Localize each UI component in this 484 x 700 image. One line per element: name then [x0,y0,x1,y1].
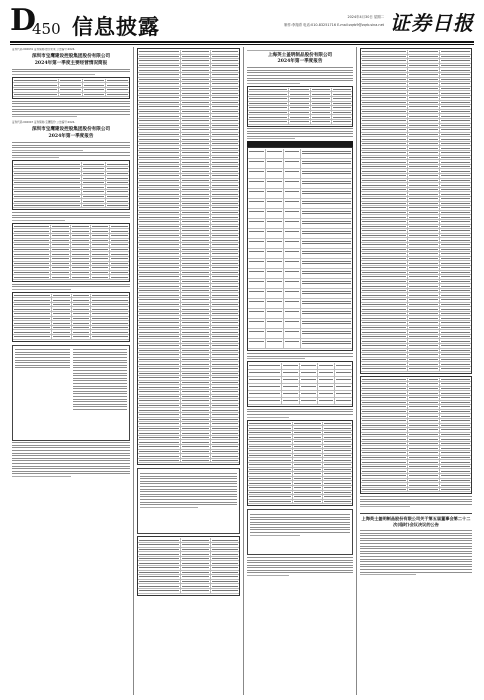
page-number: 450 [32,20,61,38]
page-letter: D [10,3,37,38]
data-table [137,536,240,595]
article-code-line: 证券代码:002047 证券简称:宝鹰股份 公告编号:2024- [12,121,76,125]
editor-contact: 制作:李翔青 电话:010-83251716 E-mail:zqrb9@zqrb.sina.net [283,23,384,27]
data-table [247,147,353,351]
section-title: 信息披露 [72,14,160,39]
article-header [247,53,353,66]
newspaper-logo: 证券日报 [390,11,474,35]
column-4 [360,48,472,694]
article-header [360,516,472,528]
data-table [360,48,472,374]
masthead-rule-bottom [10,44,474,45]
data-table [12,77,130,99]
masthead-rule-top [10,41,474,43]
data-table [360,376,472,495]
data-table [247,361,353,407]
text-box [12,345,130,441]
article-company: 上海英士盖明制品股份有限公司 [267,52,333,58]
column-divider [243,47,244,695]
article-company: 深圳市宝鹰建设控股集团股份有限公司 [31,127,111,133]
article-company: 深圳市宝鹰建设控股集团股份有限公司 [31,54,111,59]
article-title: 2024年第一季度主要经营情况简报 [34,60,108,66]
column-3 [247,48,353,694]
article-title: 2024年第一季度报告 [48,133,94,139]
article-title: 上海英士盖明制品股份有限公司关于第五届董事会第二十二次(临时)会议决议的公告 [361,516,471,528]
data-table [12,292,130,342]
column-1 [12,48,130,694]
text-box [247,509,353,555]
data-table [12,160,130,210]
article-header [12,127,130,140]
column-divider [133,47,134,695]
data-table [247,86,353,127]
column-divider [356,47,357,695]
column-2 [137,48,240,694]
issue-date: 2024年4月30日 星期二 [347,15,384,19]
article-code-line: 证券代码:002631 证券简称:德尔未来 公告编号:2024- [12,48,76,51]
data-table [247,420,353,507]
text-box [137,468,240,534]
article-header [12,54,130,67]
masthead [10,3,474,40]
data-table [137,48,240,465]
data-table [12,223,130,282]
article-title: 2024年第一季度报告 [277,59,323,65]
